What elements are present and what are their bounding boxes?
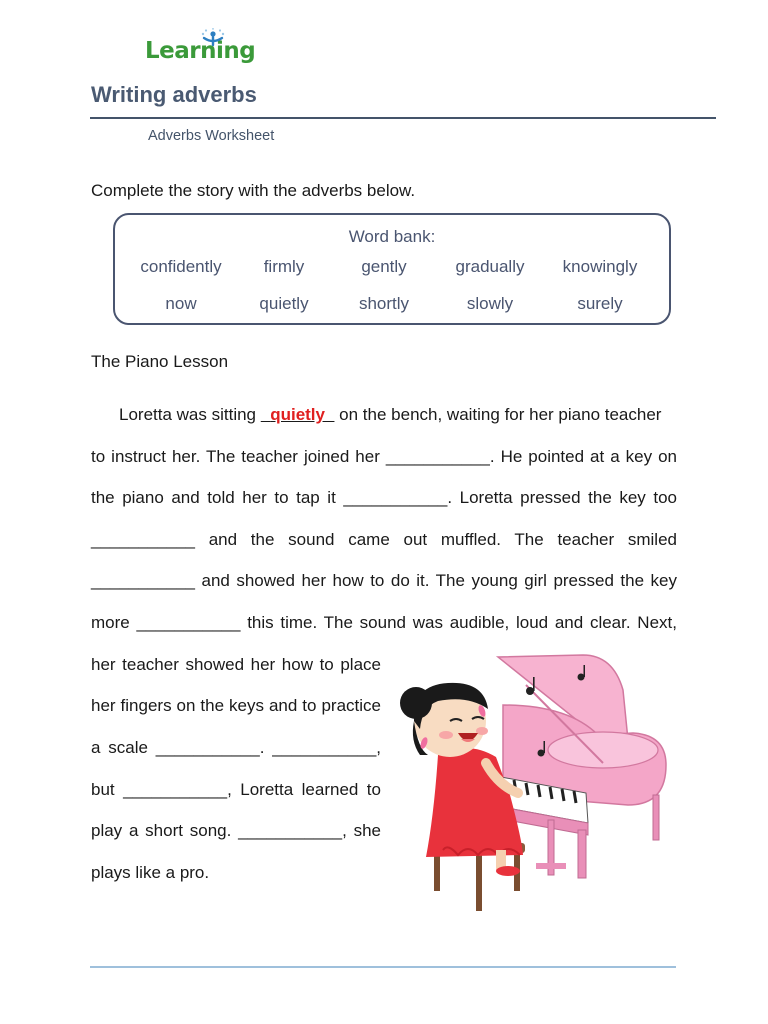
logo: [143, 28, 263, 72]
word-bank-word: gradually: [455, 257, 525, 276]
story-line: her teacher showed her how to place: [91, 655, 381, 674]
word-bank-box: [113, 213, 671, 325]
story-line: play a short song. ___________, she: [91, 821, 381, 840]
story-line: to instruct her. The teacher joined her ___________. He pointed at a key on: [91, 447, 677, 466]
story-text: Loretta was sitting: [119, 405, 261, 424]
word-bank-word: confidently: [140, 257, 222, 276]
word-bank-word: firmly: [263, 257, 305, 276]
word-bank-word: now: [165, 294, 197, 313]
word-bank-word: slowly: [466, 294, 514, 313]
story-line: a scale ___________. ___________,: [91, 738, 381, 757]
answer-quietly: quietly: [270, 405, 325, 424]
story-line: ___________ and the sound came out muffled. The teacher smiled: [91, 530, 677, 549]
word-bank-word: knowingly: [562, 257, 638, 276]
logo-person-icon: [193, 28, 233, 54]
page-title: Writing adverbs: [91, 82, 257, 107]
story-title: The Piano Lesson: [91, 352, 229, 371]
story-line: plays like a pro.: [91, 863, 210, 882]
footer-divider: [90, 966, 676, 968]
story-line: [119, 405, 661, 425]
worksheet-subtitle: Adverbs Worksheet: [148, 128, 275, 144]
title-divider: [90, 117, 716, 119]
word-bank-word: quietly: [259, 294, 309, 313]
story-line: her fingers on the keys and to practice: [91, 696, 381, 715]
girl-playing-piano-illustration: [398, 645, 678, 915]
word-bank-word: surely: [577, 294, 623, 313]
story-line: but ___________, Loretta learned to: [91, 780, 381, 799]
story-line: more ___________ this time. The sound was audible, loud and clear. Next,: [91, 613, 677, 632]
story-text: on the bench, waiting for her piano teacher: [334, 405, 662, 424]
logo-text: Learning: [145, 38, 256, 64]
word-bank-word: gently: [361, 257, 407, 276]
word-bank-word: shortly: [358, 294, 410, 313]
word-bank-title: Word bank:: [348, 227, 436, 246]
story-line: the piano and told her to tap it ___________. Loretta pressed the key too: [91, 488, 677, 507]
story-line: ___________ and showed her how to do it. The young girl pressed the key: [91, 571, 677, 590]
instruction-text: Complete the story with the adverbs below.: [91, 181, 416, 200]
